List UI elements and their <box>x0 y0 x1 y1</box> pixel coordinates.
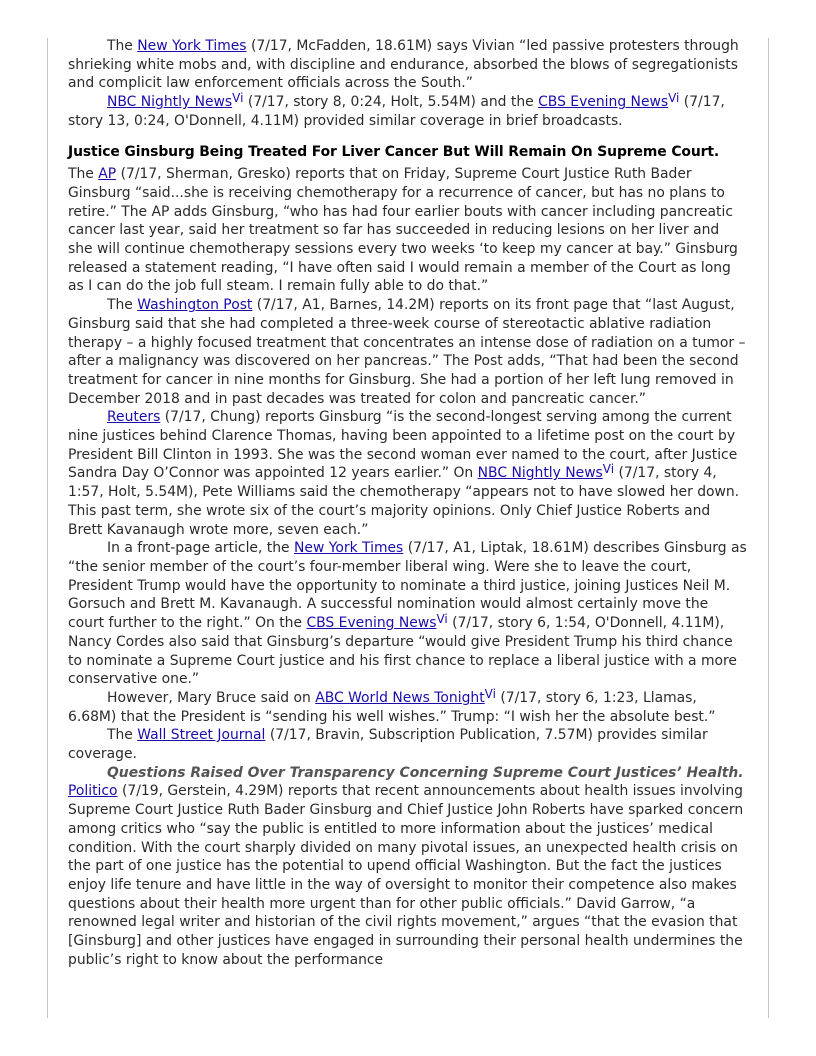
left-margin-rule <box>47 38 48 1018</box>
paragraph-text: (7/17, story 6, 1:54, O'Donnell, 4.11M), Nancy Cordes also said that Ginsburg’s departure “would give President Trump his third chance to nominate a Supreme Court justice and his first chance to replace a liberal justice with a more conservative one.” <box>68 615 737 688</box>
source-link-reuters[interactable]: Reuters <box>107 409 161 426</box>
source-link-nbc-nightly-news[interactable]: NBC Nightly News <box>107 94 233 111</box>
paragraph-intro: The <box>107 38 138 54</box>
paragraph-text: (7/17, story 4, 1:57, Holt, 5.54M), Pete Williams said the chemotherapy “appears not to have slowed her down. This past term, she wrote six of the court’s majority opinions. Only Chief Justice Roberts and Brett Kavanaugh wrote more, seven each.” <box>68 465 740 538</box>
video-icon[interactable]: Vi <box>668 91 680 106</box>
paragraph-broadcast-coverage <box>68 93 748 130</box>
source-link-washington-post[interactable]: Washington Post <box>137 297 253 314</box>
paragraph-text: (7/17, A1, Liptak, 18.61M) describes Ginsburg as “the senior member of the court’s four-member liberal wing. Were she to leave the court, President Trump would have the opportunity to nominate a third justice, joining Justices Neil M. Gorsuch and Brett M. Kavanaugh. A successful nomination would almost certainly move the court further to the right.” On the <box>68 540 747 632</box>
source-link-cbs-evening-news[interactable]: CBS Evening News <box>306 615 437 632</box>
source-link-new-york-times[interactable]: New York Times <box>137 38 247 54</box>
video-icon[interactable]: Vi <box>484 686 496 701</box>
paragraph-text: (7/17, Sherman, Gresko) reports that on Friday, Supreme Court Justice Ruth Bader Ginsburg “said...she is receiving chemotherapy for a recurrence of cancer, but has no plans to retire.” The AP adds Ginsburg, “who has had four earlier bouts with cancer including pancreatic cancer last year, said her treatment so far has succeeded in reducing lesions on her liver and she will continue chemotherapy sessions every two weeks ‘to keep my cancer at bay.” Ginsburg released a statement reading, “I have often said I would remain a member of the Court as long as I can do the job full steam. I remain fully able to do that.” <box>68 166 738 295</box>
video-icon[interactable]: Vi <box>232 91 244 106</box>
source-link-politico[interactable]: Politico <box>68 783 118 800</box>
right-margin-rule <box>768 38 769 1018</box>
paragraph-intro: However, Mary Bruce said on <box>107 689 316 706</box>
source-link-ap[interactable]: AP <box>98 166 117 183</box>
paragraph-washington-post <box>68 296 748 408</box>
source-link-nbc-nightly-news[interactable]: NBC Nightly News <box>477 465 603 482</box>
video-icon[interactable]: Vi <box>602 462 615 477</box>
paragraph-text: (7/17, A1, Barnes, 14.2M) reports on its front page that “last August, Ginsburg said that she had completed a three-week course of stereotactic ablative radiation therapy – a highly focused treatment that concentrates an intense dose of radiation on a tumor – after a malignancy was discovered on her pancreas.” The Post adds, “That had been the second treatment for cancer in nine months for Ginsburg. She had a portion of her left lung removed in December 2018 and in past decades was treated for colon and pancreatic cancer.” <box>68 297 746 407</box>
paragraph-text: (7/17, story 8, 0:24, Holt, 5.54M) and the <box>243 94 539 111</box>
source-link-new-york-times[interactable]: New York Times <box>294 540 404 557</box>
paragraph-intro: In a front-page article, the <box>107 540 295 557</box>
paragraph-ap <box>68 165 748 296</box>
paragraph-intro: The <box>107 297 138 314</box>
paragraph-text: (7/17, story 6, 1:23, Llamas, 6.68M) that the President is “sending his well wishes.” Trump: “I wish her the absolute best.” <box>68 689 716 725</box>
paragraph-abc <box>68 686 748 726</box>
paragraph-text: (7/17, Bravin, Subscription Publication, 7.57M) provides similar coverage. <box>68 727 708 763</box>
paragraph-text: (7/17, story 13, 0:24, O'Donnell, 4.11M) provided similar coverage in brief broadcasts. <box>68 94 725 129</box>
paragraph-text: (7/19, Gerstein, 4.29M) reports that recent announcements about health issues involving Supreme Court Justice Ruth Bader Ginsburg and Chief Justice John Roberts have sparked concern among critics who “say the public is entitled to more information about the justices’ medical condition. With the court sharply divided on many pivotal issues, an unexpected health crisis on the part of one justice has the potential to upend official Washington. But the fact the justices enjoy life tenure and have little in the way of oversight to monitor their competence also makes questions about their health more urgent than for other public officials.” David Garrow, “a renowned legal writer and historian of the civil rights movement,” argues “that the evasion that [Ginsburg] and other justices have engaged in surrounding their personal health undermines the public’s right to know about the performance <box>68 783 744 968</box>
paragraph-text: (7/17, Chung) reports Ginsburg “is the second-longest serving among the current nine justices behind Clarence Thomas, having been appointed to a lifetime post on the court by President Bill Clinton in 1993. She was the second woman ever named to the court, after Justice Sandra Day O’Connor was appointed 12 years earlier.” On <box>68 409 738 482</box>
paragraph-wsj <box>68 726 748 763</box>
paragraph-nyt-liptak <box>68 539 748 689</box>
paragraph-nyt-vivian <box>68 37 748 93</box>
paragraph-intro: The <box>68 166 99 183</box>
paragraph-text: (7/17, McFadden, 18.61M) says Vivian “led passive protesters through shrieking white mobs and, with discipline and endurance, absorbed the blows of segregationists and complicit law enforcement officials across the South.” <box>68 38 739 92</box>
article-headline: Justice Ginsburg Being Treated For Liver Cancer But Will Remain On Supreme Court. <box>68 143 720 160</box>
video-icon[interactable]: Vi <box>436 612 448 627</box>
source-link-wall-street-journal[interactable]: Wall Street Journal <box>137 727 266 744</box>
paragraph-reuters <box>68 408 748 539</box>
sub-headline: Questions Raised Over Transparency Concerning Supreme Court Justices’ Health. <box>107 764 744 781</box>
document-body <box>68 37 748 969</box>
paragraph-intro: The <box>107 727 138 744</box>
source-link-abc-world-news-tonight[interactable]: ABC World News Tonight <box>315 689 485 706</box>
paragraph-politico <box>68 764 748 970</box>
source-link-cbs-evening-news[interactable]: CBS Evening News <box>538 94 669 111</box>
